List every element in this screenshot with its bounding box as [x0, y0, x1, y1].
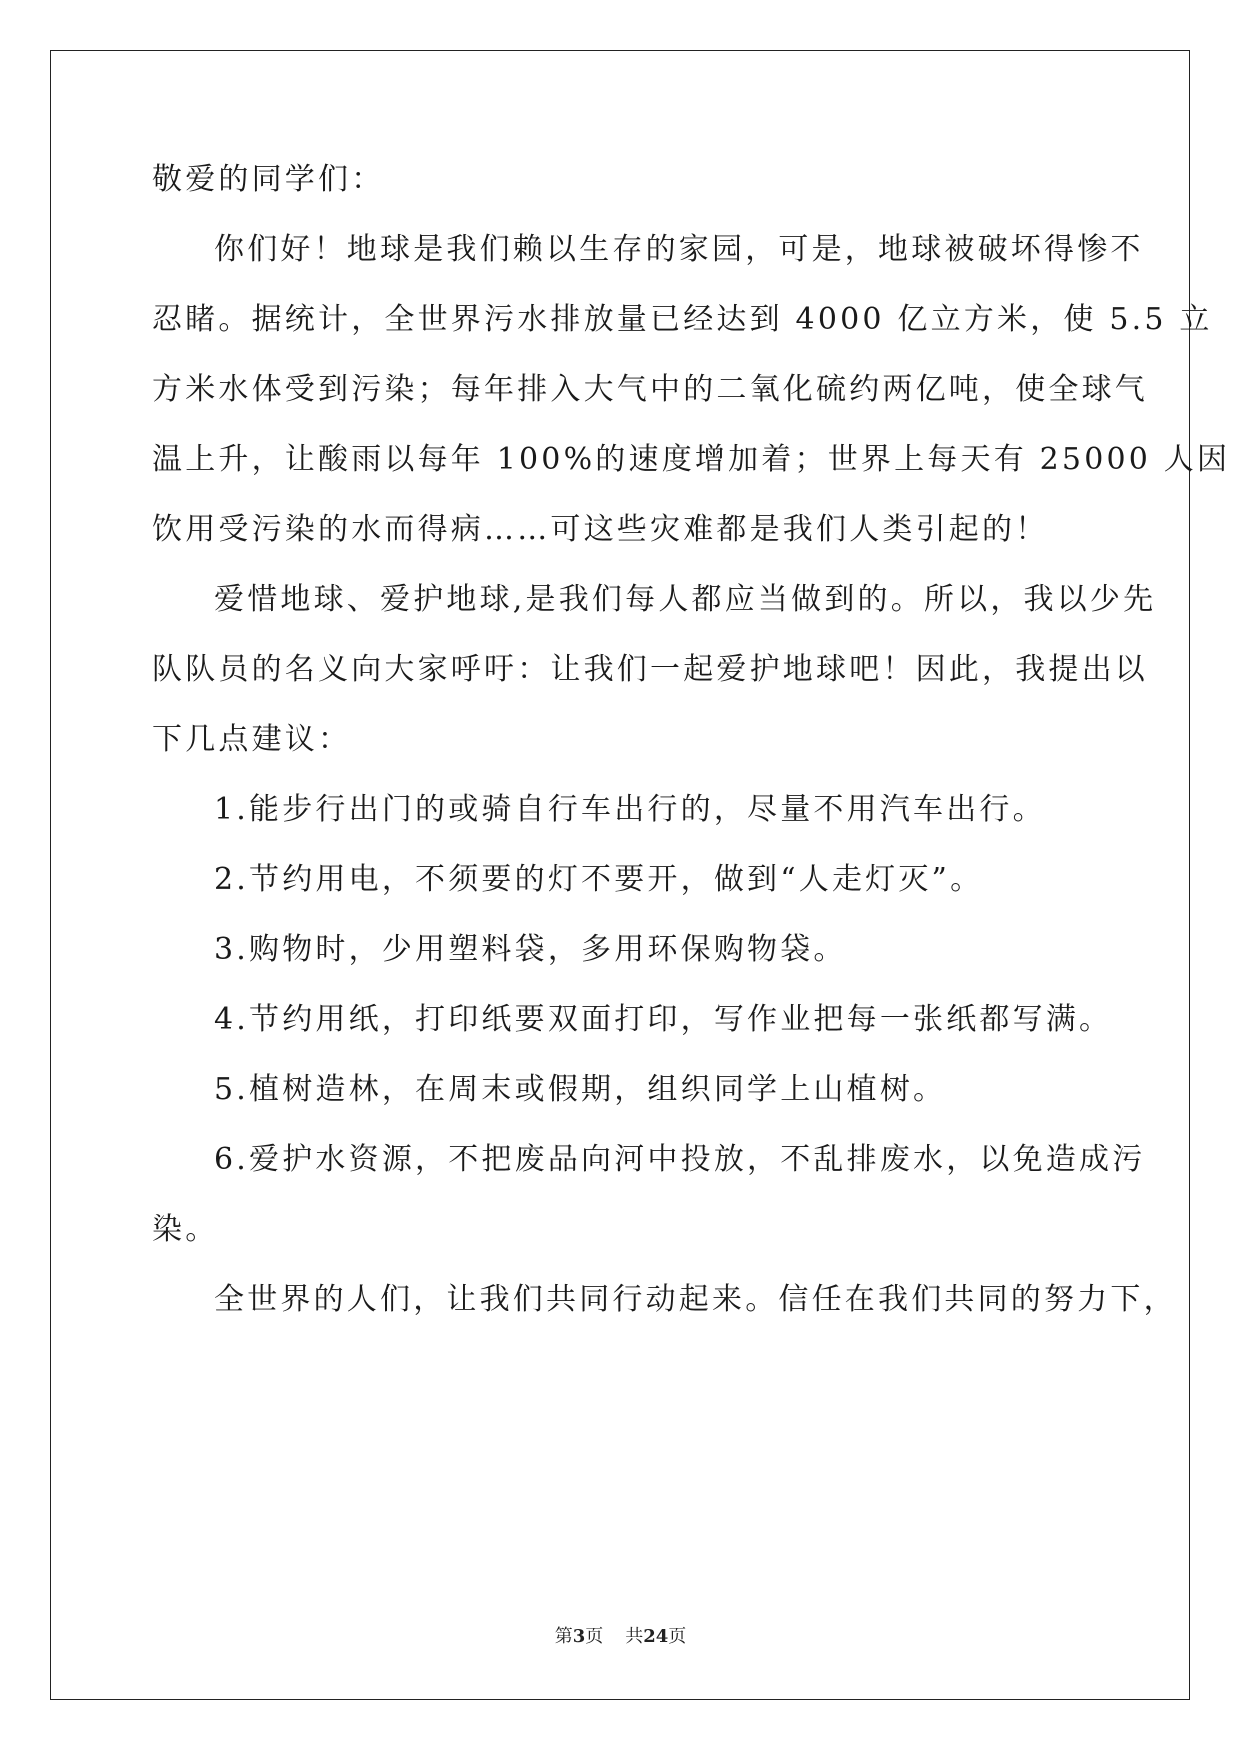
suggestion-item: 5.植树造林，在周末或假期，组织同学上山植树。	[214, 1072, 947, 1107]
page-number: 3	[572, 1626, 586, 1647]
page-prefix: 第	[554, 1626, 573, 1647]
page-footer	[0, 1625, 1241, 1649]
paragraph-line: 你们好！地球是我们赖以生存的家园，可是，地球被破坏得惨不	[214, 232, 1144, 267]
page-suffix: 页	[585, 1626, 604, 1647]
total-suffix: 页	[668, 1626, 687, 1647]
paragraph-line: 饮用受污染的水而得病……可这些灾难都是我们人类引起的！	[152, 512, 1049, 547]
paragraph-line: 方米水体受到污染；每年排入大气中的二氧化硫约两亿吨，使全球气	[152, 372, 1148, 407]
paragraph-line: 温上升，让酸雨以每年 100%的速度增加着；世界上每天有 25000 人因	[152, 442, 1231, 477]
salutation-line: 敬爱的同学们：	[152, 162, 385, 197]
suggestion-item: 4.节约用纸，打印纸要双面打印，写作业把每一张纸都写满。	[214, 1002, 1113, 1037]
paragraph-line: 全世界的人们，让我们共同行动起来。信任在我们共同的努力下，	[214, 1282, 1177, 1317]
suggestion-item: 1.能步行出门的或骑自行车出行的，尽量不用汽车出行。	[214, 792, 1046, 827]
suggestion-item: 3.购物时，少用塑料袋，多用环保购物袋。	[214, 932, 847, 967]
paragraph-line: 爱惜地球、爱护地球,是我们每人都应当做到的。所以，我以少先	[214, 582, 1157, 617]
paragraph-line: 下几点建议：	[152, 722, 352, 757]
suggestion-item-continued: 染。	[152, 1212, 219, 1247]
paragraph-line: 忍睹。据统计，全世界污水排放量已经达到 4000 亿立方米，使 5.5 立	[152, 302, 1213, 337]
suggestion-item: 6.爱护水资源，不把废品向河中投放，不乱排废水，以免造成污	[214, 1142, 1146, 1177]
suggestion-item: 2.节约用电，不须要的灯不要开，做到“人走灯灭”。	[214, 862, 984, 897]
total-pages: 24	[643, 1626, 669, 1647]
paragraph-line: 队队员的名义向大家呼吁：让我们一起爱护地球吧！因此，我提出以	[152, 652, 1148, 687]
total-prefix: 共	[625, 1626, 644, 1647]
